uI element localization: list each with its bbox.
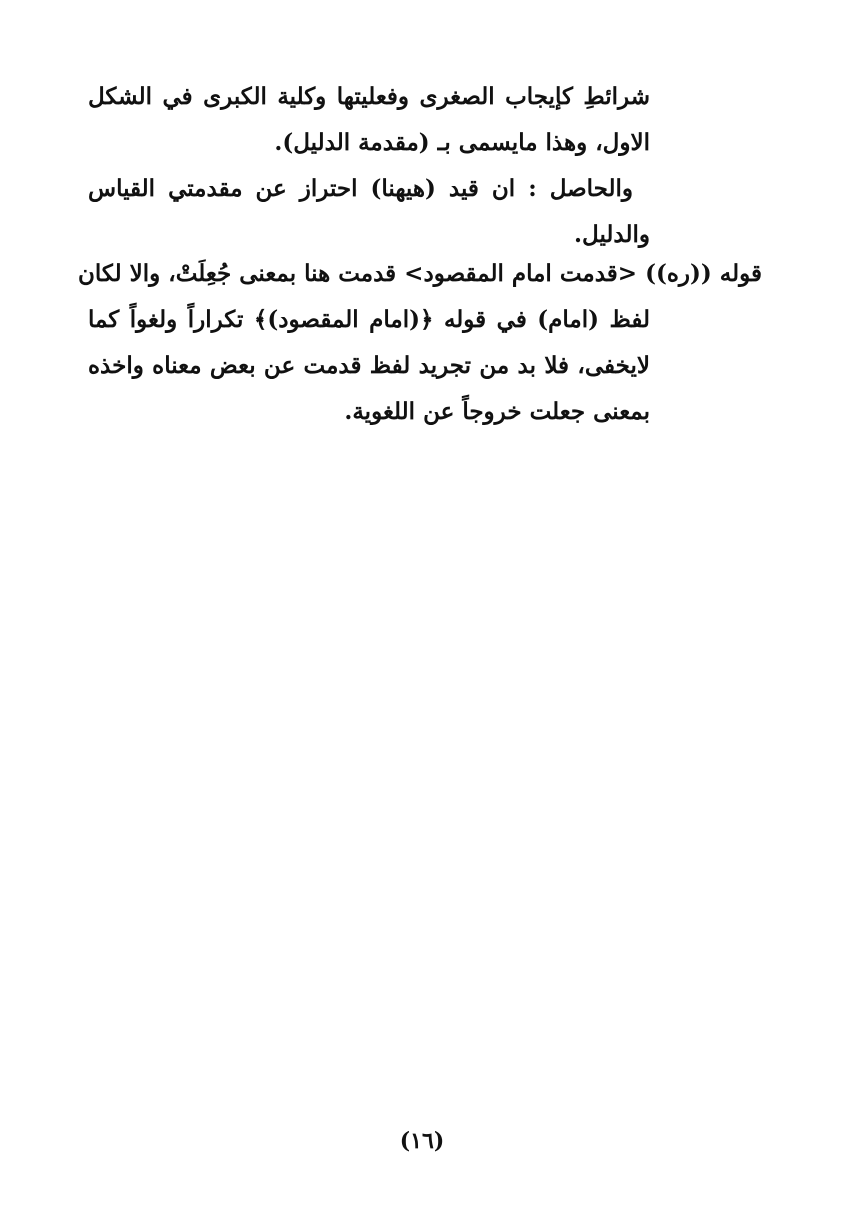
text-line-6: لفظ (امام) في قوله ﴿(امام المقصود)﴾ تكراراً ولغواً كما: [88, 306, 650, 333]
page-number: (١٦): [399, 1128, 445, 1154]
text-line-8: بمعنى جعلت خروجاً عن اللغوية.: [344, 398, 650, 425]
text-line-5: قوله ((ره)) <قدمت امام المقصود> قدمت هنا بمعنى جُعِلَتْ، والا لكان: [78, 260, 762, 287]
text-line-3: والحاصل : ان قيد (هيهنا) احتراز عن مقدمتي القياس: [88, 175, 633, 202]
text-line-2: الاول، وهذا مايسمى بـ (مقدمة الدليل).: [274, 129, 650, 156]
text-line-4: والدليل.: [574, 221, 650, 248]
text-line-1: شرائطِ كإيجاب الصغرى وفعليتها وكلية الكبرى في الشكل: [88, 83, 650, 110]
text-line-7: لايخفى، فلا بد من تجريد لفظ قدمت عن بعض معناه واخذه: [88, 352, 650, 379]
